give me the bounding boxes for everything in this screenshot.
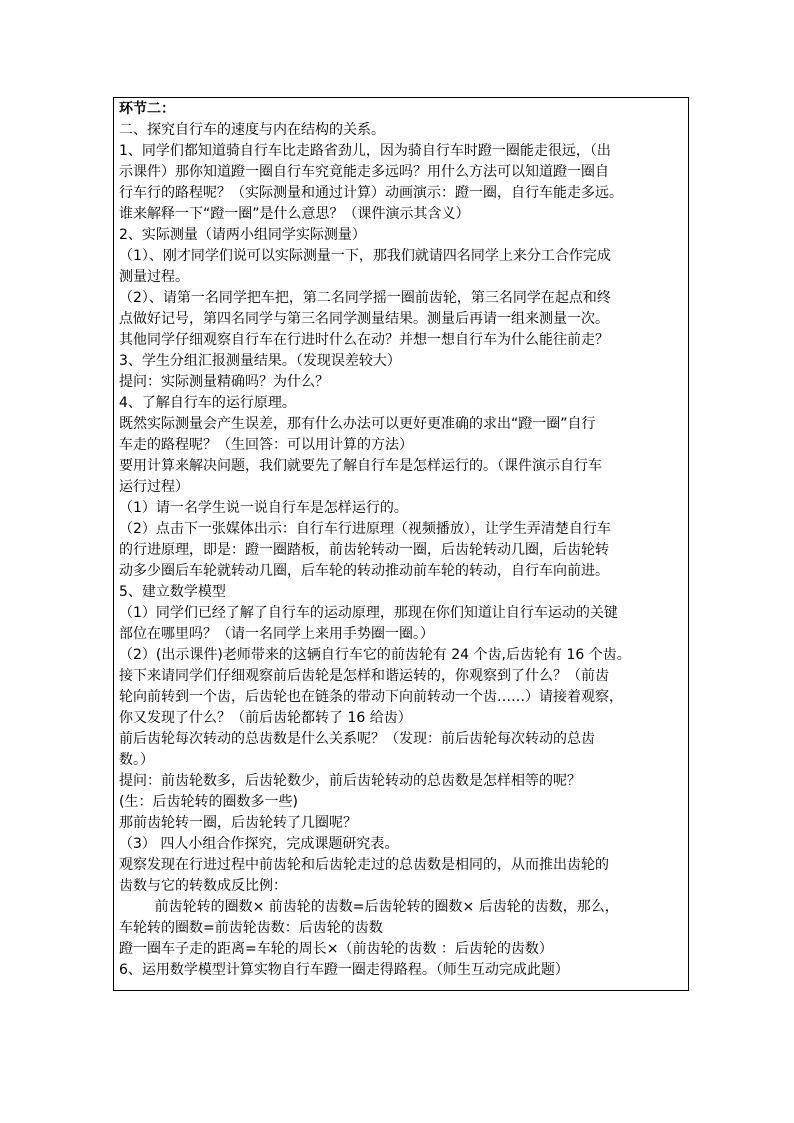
text-line: （2）、请第一名同学把车把，第二名同学摇一圈前齿轮，第三名同学在起点和终 [119, 290, 611, 306]
text-line: 行车行的路程呢？（实际测量和通过计算）动画演示：蹬一圈，自行车能走多远。 [119, 185, 623, 201]
text-line: 轮向前转到一个齿，后齿轮也在链条的带动下向前转动一个齿……）请接着观察， [119, 689, 623, 705]
subsection-title: 二、探究自行车的速度与内在结构的关系。 [119, 122, 385, 138]
text-line: 齿数与它的转数成反比例： [119, 878, 287, 894]
text-line: 观察发现在行进过程中前齿轮和后齿轮走过的总齿数是相同的，从而推出齿轮的 [119, 857, 609, 873]
text-line: 2、实际测量（请两小组同学实际测量） [119, 227, 366, 243]
text-line: （2）(出示课件)老师带来的这辆自行车它的前齿轮有 24 个齿,后齿轮有 16 个齿。 [119, 647, 631, 663]
text-line: 1、同学们都知道骑自行车比走路省劲儿，因为骑自行车时蹬一圈能走很远，（出 [119, 143, 611, 159]
text-line: 提问：实际测量精确吗？为什么？ [119, 374, 329, 390]
formula-line: 前齿轮转的圈数× 前齿轮的齿数=后齿轮转的圈数× 后齿轮的齿数，那么， [119, 899, 619, 915]
formula-line: 蹬一圈车子走的距离=车轮的周长×（前齿轮的齿数 ：后齿轮的齿数） [119, 941, 553, 957]
text-line: 的行进原理，即是：蹬一圈踏板，前齿轮转动一圈，后齿轮转动几圈，后齿轮转 [119, 542, 609, 558]
text-line: 要用计算来解决问题，我们就要先了解自行车是怎样运行的。（课件演示自行车 [119, 458, 602, 474]
text-line: 4、了解自行车的运行原理。 [119, 395, 296, 411]
text-line: 运行过程） [119, 479, 189, 495]
text-line: 点做好记号，第四名同学与第三名同学测量结果。测量后再请一组来测量一次。 [119, 311, 609, 327]
text-line: 那前齿轮转一圈，后齿轮转了几圈呢？ [119, 815, 357, 831]
text-line: 既然实际测量会产生误差，那有什么办法可以更好更准确的求出“蹬一圈”自行 [119, 416, 596, 432]
text-line: 测量过程。 [119, 269, 189, 285]
text-line: 谁来解释一下“蹬一圈”是什么意思？（课件演示其含义） [119, 206, 470, 222]
text-line: 车走的路程呢？（生回答：可以用计算的方法） [119, 437, 413, 453]
text-line: 5、建立数学模型 [119, 584, 226, 600]
text-line: 示课件）那你知道蹬一圈自行车究竟能走多远吗？用什么方法可以知道蹬一圈自 [119, 164, 609, 180]
text-line: (生：后齿轮转的圈数多一些) [119, 794, 298, 810]
text-line: 部位在哪里吗？（请一名同学上来用手势圈一圈。） [119, 626, 434, 642]
text-line: 6、运用数学模型计算实物自行车蹬一圈走得路程。（师生互动完成此题） [119, 962, 569, 978]
text-line: 数。） [119, 752, 154, 768]
text-line: （1）请一名学生说一说自行车是怎样运行的。 [119, 500, 408, 516]
text-line: 动多少圈后车轮就转动几圈，后车轮的转动推动前车轮的转动，自行车向前进。 [119, 563, 609, 579]
text-line: （2）点击下一张媒体出示：自行车行进原理（视频播放），让学生弄清楚自行车 [119, 521, 611, 537]
text-line: 前后齿轮每次转动的总齿数是什么关系呢？（发现：前后齿轮每次转动的总齿 [119, 731, 595, 747]
text-line: （3） 四人小组合作探究，完成课题研究表。 [119, 836, 399, 852]
text-line: 你又发现了什么？（前后齿轮都转了 16 给齿） [119, 710, 412, 726]
text-line: 提问：前齿轮数多，后齿轮数少，前后齿轮转动的总齿数是怎样相等的呢？ [119, 773, 581, 789]
text-line: 接下来请同学们仔细观察前后齿轮是怎样和谐运转的，你观察到了什么？（前齿 [119, 668, 609, 684]
text-line: （1）同学们已经了解了自行车的运动原理，那现在你们知道让自行车运动的关键 [119, 605, 618, 621]
text-line: 3、学生分组汇报测量结果。（发现误差较大） [119, 353, 401, 369]
section-heading: 环节二： [119, 101, 175, 117]
text-line: （1）、刚才同学们说可以实际测量一下，那我们就请四名同学上来分工合作完成 [119, 248, 611, 264]
text-line: 其他同学仔细观察自行车在行进时什么在动？并想一想自行车为什么能往前走？ [119, 332, 609, 348]
formula-line: 车轮转的圈数=前齿轮齿数：后齿轮的齿数 [119, 920, 383, 936]
